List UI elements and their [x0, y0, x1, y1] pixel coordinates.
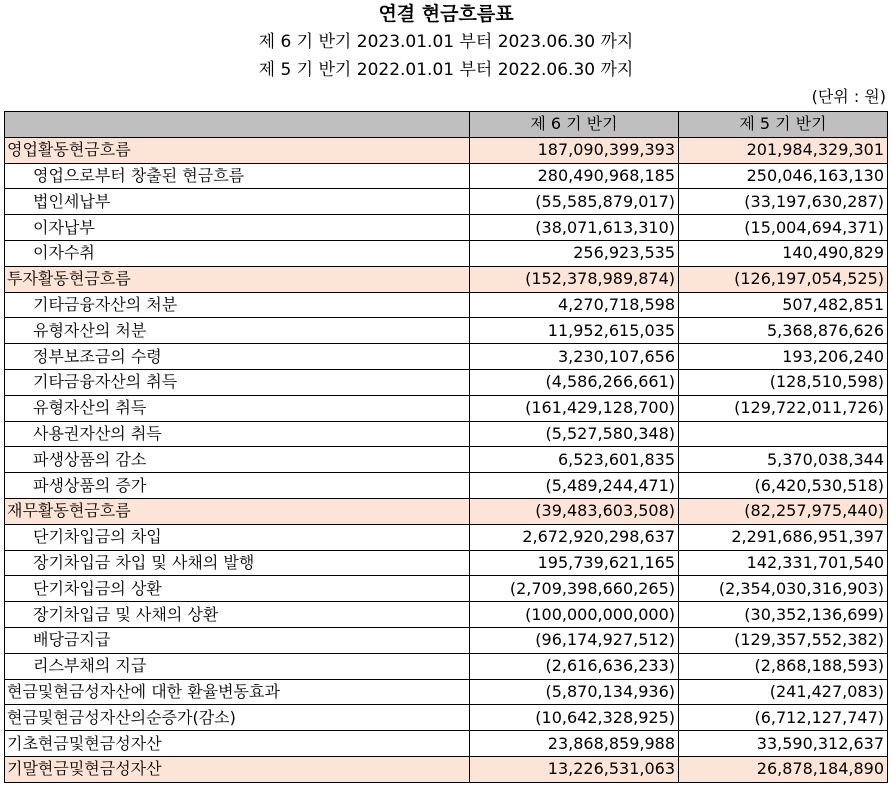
table-body: [5, 137, 888, 782]
section-row: [5, 137, 888, 163]
table-row: [5, 189, 888, 215]
current-period-amount: 195,739,621,165: [470, 550, 679, 576]
row-label: 파생상품의 감소: [5, 447, 470, 473]
current-period-amount: 6,523,601,835: [470, 447, 679, 473]
table-row: [5, 602, 888, 628]
prior-period-amount: (82,257,975,440): [679, 498, 888, 524]
prior-period-amount: (128,510,598): [679, 369, 888, 395]
prior-period-amount: 26,878,184,890: [679, 756, 888, 782]
current-period-amount: (2,709,398,660,265): [470, 576, 679, 602]
current-period-amount: (152,378,989,874): [470, 266, 679, 292]
current-period-amount: 187,090,399,393: [470, 137, 679, 163]
prior-period-amount: (129,357,552,382): [679, 627, 888, 653]
row-label: 현금및현금성자산의순증가(감소): [5, 705, 470, 731]
prior-period-amount: (126,197,054,525): [679, 266, 888, 292]
period-prior: 제 5 기 반기 2022.01.01 부터 2022.06.30 까지: [258, 60, 634, 80]
current-period-amount: 2,672,920,298,637: [470, 524, 679, 550]
prior-period-amount: (129,722,011,726): [679, 395, 888, 421]
row-label: 배당금지급: [5, 627, 470, 653]
period-current: 제 6 기 반기 2023.01.01 부터 2023.06.30 까지: [258, 32, 634, 52]
table-row: [5, 524, 888, 550]
current-period-amount: (5,527,580,348): [470, 421, 679, 447]
statement-title: 연결 현금흐름표: [378, 3, 514, 25]
section-row: [5, 266, 888, 292]
row-label: 기초현금및현금성자산: [5, 731, 470, 757]
current-period-amount: (10,642,328,925): [470, 705, 679, 731]
table-row: [5, 318, 888, 344]
row-label: 유형자산의 처분: [5, 318, 470, 344]
prior-period-amount: 250,046,163,130: [679, 163, 888, 189]
prior-period-amount: (2,354,030,316,903): [679, 576, 888, 602]
cash-flow-table: [4, 111, 888, 783]
section-row: [5, 756, 888, 782]
row-label: 이자납부: [5, 215, 470, 241]
row-label: 사용권자산의 취득: [5, 421, 470, 447]
table-row: [5, 344, 888, 370]
prior-period-amount: (30,352,136,699): [679, 602, 888, 628]
current-period-amount: (38,071,613,310): [470, 215, 679, 241]
row-label: 유형자산의 취득: [5, 395, 470, 421]
row-label: 기타금융자산의 취득: [5, 369, 470, 395]
table-row: [5, 473, 888, 499]
current-period-amount: 23,868,859,988: [470, 731, 679, 757]
row-label: 재무활동현금흐름: [5, 498, 470, 524]
prior-period-amount: 201,984,329,301: [679, 137, 888, 163]
current-period-amount: (96,174,927,512): [470, 627, 679, 653]
current-period-amount: 11,952,615,035: [470, 318, 679, 344]
row-label: 영업활동현금흐름: [5, 137, 470, 163]
row-label: 기말현금및현금성자산: [5, 756, 470, 782]
current-period-amount: 256,923,535: [470, 240, 679, 266]
prior-period-amount: (33,197,630,287): [679, 189, 888, 215]
table-row: [5, 163, 888, 189]
prior-period-amount: [679, 421, 888, 447]
prior-period-amount: 33,590,312,637: [679, 731, 888, 757]
table-row: [5, 731, 888, 757]
current-period-amount: (161,429,128,700): [470, 395, 679, 421]
table-row: [5, 421, 888, 447]
current-period-amount: (55,585,879,017): [470, 189, 679, 215]
table-row: [5, 550, 888, 576]
table-header-row: [5, 112, 888, 138]
header-current-period: 제 6 기 반기: [470, 112, 679, 138]
prior-period-amount: (2,868,188,593): [679, 653, 888, 679]
current-period-amount: (4,586,266,661): [470, 369, 679, 395]
row-label: 파생상품의 증가: [5, 473, 470, 499]
row-label: 현금및현금성자산에 대한 환율변동효과: [5, 679, 470, 705]
current-period-amount: (39,483,603,508): [470, 498, 679, 524]
row-label: 정부보조금의 수령: [5, 344, 470, 370]
prior-period-amount: 5,370,038,344: [679, 447, 888, 473]
current-period-amount: (5,489,244,471): [470, 473, 679, 499]
current-period-amount: 4,270,718,598: [470, 292, 679, 318]
table-row: [5, 395, 888, 421]
prior-period-amount: (6,420,530,518): [679, 473, 888, 499]
row-label: 영업으로부터 창출된 현금흐름: [5, 163, 470, 189]
section-row: [5, 498, 888, 524]
header-label-cell: [5, 112, 470, 138]
prior-period-amount: (241,427,083): [679, 679, 888, 705]
current-period-amount: 13,226,531,063: [470, 756, 679, 782]
current-period-amount: (5,870,134,936): [470, 679, 679, 705]
current-period-amount: (100,000,000,000): [470, 602, 679, 628]
row-label: 이자수취: [5, 240, 470, 266]
row-label: 리스부채의 지급: [5, 653, 470, 679]
prior-period-amount: 2,291,686,951,397: [679, 524, 888, 550]
table-row: [5, 292, 888, 318]
table-row: [5, 215, 888, 241]
prior-period-amount: 140,490,829: [679, 240, 888, 266]
prior-period-amount: 5,368,876,626: [679, 318, 888, 344]
unit-label: (단위 : 원): [811, 87, 886, 106]
table-row: [5, 447, 888, 473]
prior-period-amount: 193,206,240: [679, 344, 888, 370]
row-label: 단기차입금의 차입: [5, 524, 470, 550]
table-row: [5, 627, 888, 653]
table-row: [5, 653, 888, 679]
current-period-amount: (2,616,636,233): [470, 653, 679, 679]
current-period-amount: 3,230,107,656: [470, 344, 679, 370]
row-label: 장기차입금 및 사채의 상환: [5, 602, 470, 628]
prior-period-amount: (6,712,127,747): [679, 705, 888, 731]
row-label: 단기차입금의 상환: [5, 576, 470, 602]
prior-period-amount: 507,482,851: [679, 292, 888, 318]
prior-period-amount: 142,331,701,540: [679, 550, 888, 576]
row-label: 기타금융자산의 처분: [5, 292, 470, 318]
prior-period-amount: (15,004,694,371): [679, 215, 888, 241]
table-row: [5, 576, 888, 602]
table-row: [5, 679, 888, 705]
row-label: 장기차입금 차입 및 사채의 발행: [5, 550, 470, 576]
row-label: 법인세납부: [5, 189, 470, 215]
header-prior-period: 제 5 기 반기: [679, 112, 888, 138]
table-row: [5, 369, 888, 395]
current-period-amount: 280,490,968,185: [470, 163, 679, 189]
table-row: [5, 705, 888, 731]
table-row: [5, 240, 888, 266]
row-label: 투자활동현금흐름: [5, 266, 470, 292]
